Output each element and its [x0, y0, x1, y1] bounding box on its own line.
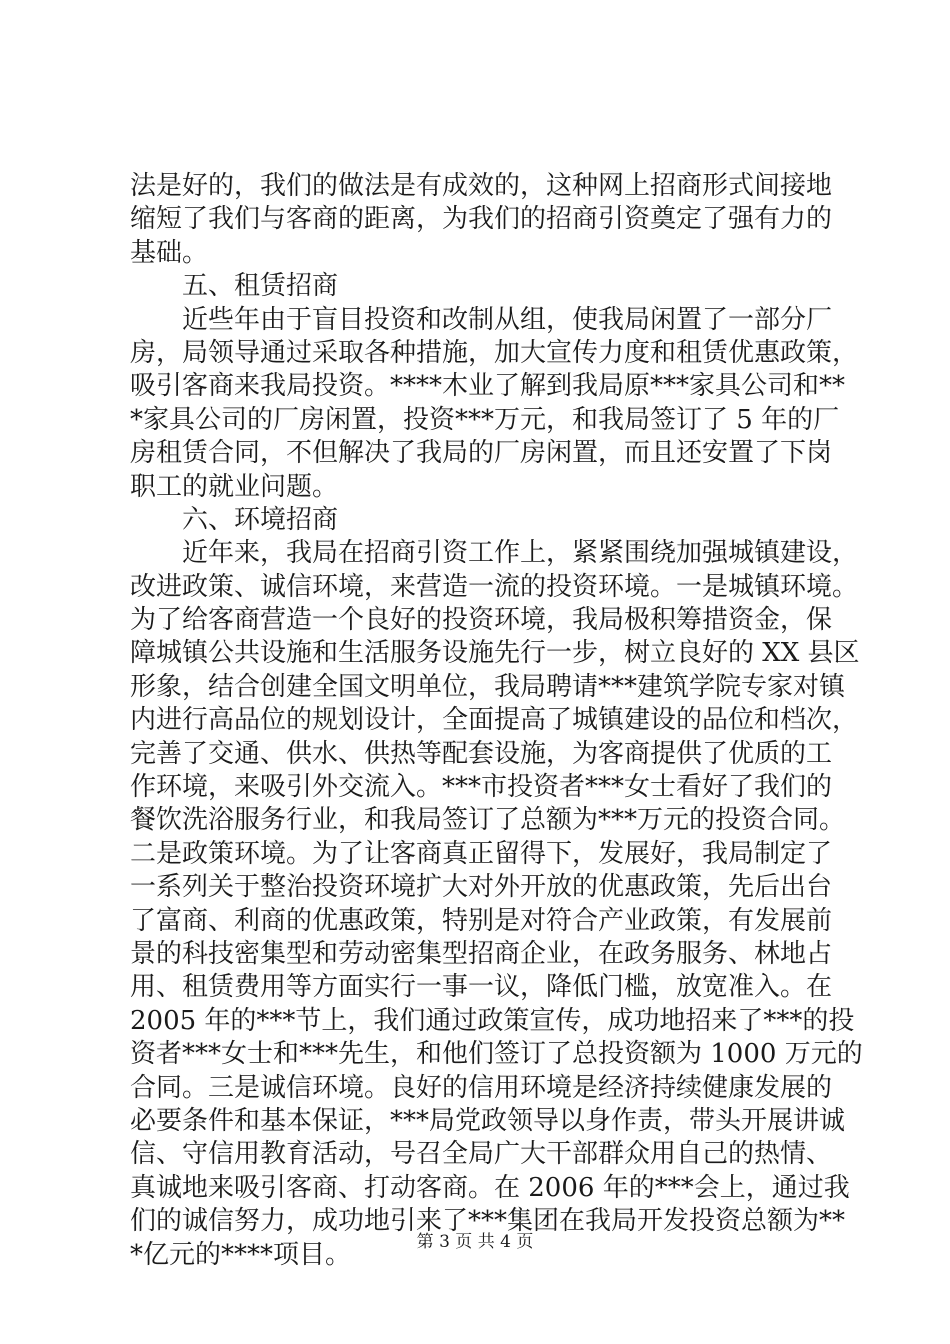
- text-line: 资者***女士和***先生，和他们签订了总投资额为 1000 万元的: [130, 1039, 863, 1070]
- text-line: 近些年由于盲目投资和改制从组，使我局闲置了一部分厂: [182, 304, 833, 335]
- text-line: 用、租赁费用等方面实行一事一议，降低门槛，放宽准入。在: [130, 972, 833, 1003]
- text-line: 2005 年的***节上，我们通过政策宣传，成功地招来了***的投: [130, 1005, 855, 1036]
- text-line: *亿元的****项目。: [130, 1239, 352, 1270]
- page-footer: [0, 1231, 950, 1253]
- text-line: 基础。: [130, 237, 209, 268]
- text-line: 房，局领导通过采取各种措施，加大宣传力度和租赁优惠政策，: [130, 337, 859, 368]
- text-line: 形象，结合创建全国文明单位，我局聘请***建筑学院专家对镇: [130, 671, 846, 702]
- text-line: 职工的就业问题。: [130, 471, 339, 502]
- text-line: 信、守信用教育活动，号召全局广大干部群众用自己的热情、: [130, 1139, 833, 1170]
- document-body: [130, 170, 863, 1272]
- text-line: 改进政策、诚信环境，来营造一流的投资环境。一是城镇环境。: [130, 571, 859, 602]
- text-line: 二是政策环境。为了让客商真正留得下，发展好，我局制定了: [130, 838, 833, 869]
- text-line: 餐饮洗浴服务行业，和我局签订了总额为***万元的投资合同。: [130, 805, 846, 836]
- text-line: 合同。三是诚信环境。良好的信用环境是经济持续健康发展的: [130, 1072, 833, 1103]
- text-line: 障城镇公共设施和生活服务设施先行一步，树立良好的 XX 县区: [130, 638, 860, 669]
- text-line: 房租赁合同，不但解决了我局的厂房闲置，而且还安置了下岗: [130, 438, 833, 469]
- text-line: 近年来，我局在招商引资工作上，紧紧围绕加强城镇建设，: [182, 538, 859, 569]
- page-number-label: 第 3 页 共 4 页: [416, 1232, 534, 1252]
- section-heading: 五、租赁招商: [182, 271, 339, 302]
- text-line: 吸引客商来我局投资。****木业了解到我局原***家具公司和**: [130, 371, 846, 402]
- text-line: 内进行高品位的规划设计，全面提高了城镇建设的品位和档次，: [130, 705, 859, 736]
- text-line: 作环境，来吸引外交流入。***市投资者***女士看好了我们的: [130, 772, 833, 803]
- text-line: 法是好的，我们的做法是有成效的，这种网上招商形式间接地: [130, 171, 833, 201]
- text-line: 为了给客商营造一个良好的投资环境，我局极积筹措资金，保: [130, 605, 833, 636]
- text-line: 一系列关于整治投资环境扩大对外开放的优惠政策，先后出台: [130, 872, 833, 903]
- text-line: 们的诚信努力，成功地引来了***集团在我局开发投资总额为**: [130, 1206, 846, 1237]
- text-line: 完善了交通、供水、供热等配套设施，为客商提供了优质的工: [130, 738, 833, 769]
- text-line: 了富商、利商的优惠政策，特别是对符合产业政策，有发展前: [130, 905, 833, 936]
- text-line: 景的科技密集型和劳动密集型招商企业，在政务服务、林地占: [130, 938, 833, 969]
- text-line: 真诚地来吸引客商、打动客商。在 2006 年的***会上，通过我: [130, 1172, 850, 1203]
- text-line: 缩短了我们与客商的距离，为我们的招商引资奠定了强有力的: [130, 204, 833, 235]
- text-line: 必要条件和基本保证，***局党政领导以身作责，带头开展讲诚: [130, 1105, 846, 1136]
- text-line: *家具公司的厂房闲置，投资***万元，和我局签订了 5 年的厂: [130, 404, 840, 435]
- section-heading: 六、环境招商: [182, 504, 339, 535]
